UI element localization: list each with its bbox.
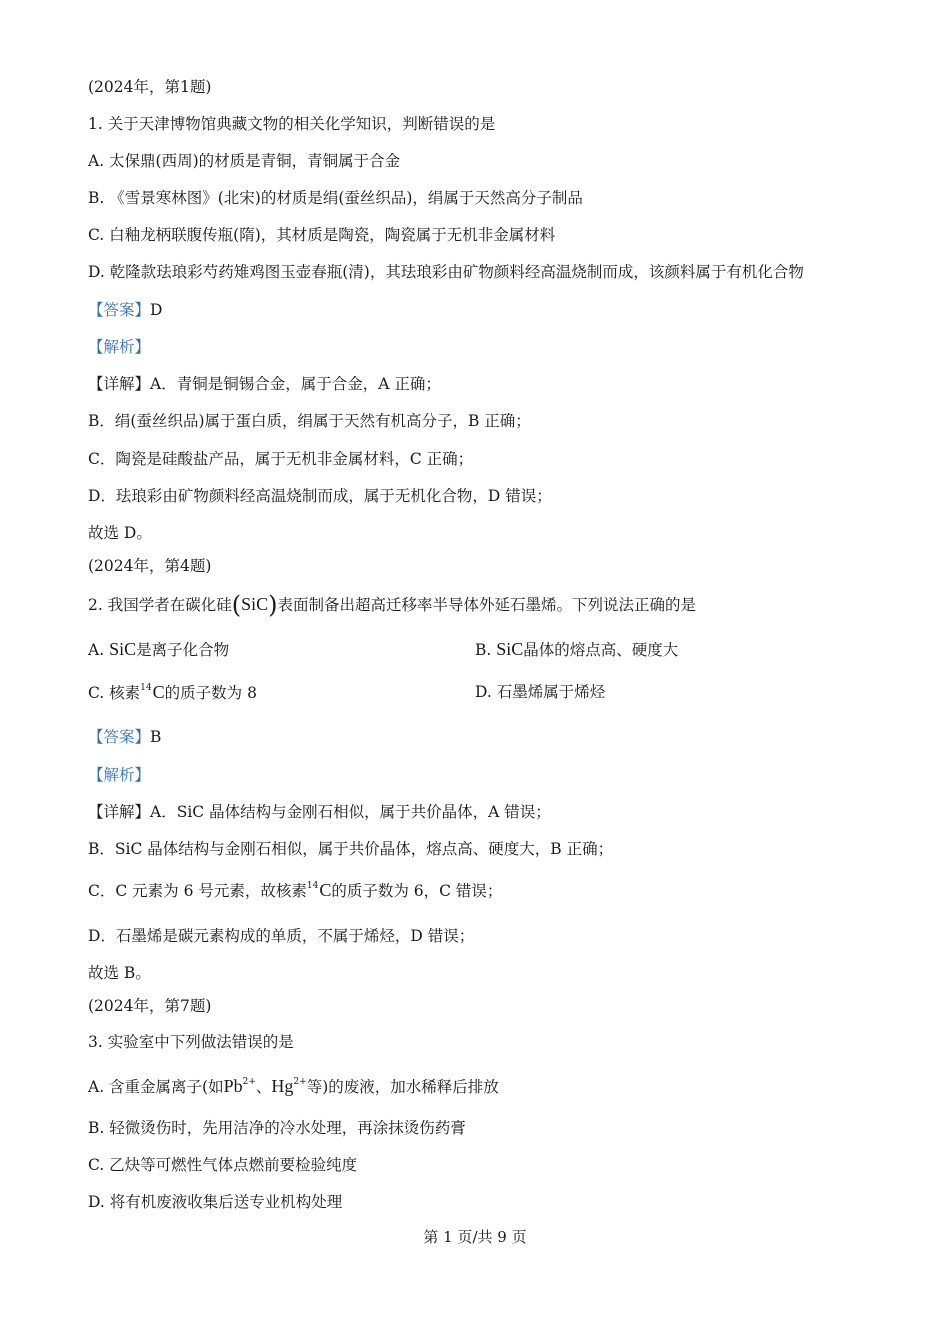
q3-option-d: D. 将有机废液收集后送专业机构处理 <box>88 1193 343 1211</box>
option-text: 晶体的熔点高、硬度大 <box>523 641 679 659</box>
stem-text: 2. 我国学者在碳化硅 <box>88 596 232 614</box>
ion-charge: 2+ <box>293 1077 307 1087</box>
detail-text: A．SiC 晶体结构与金刚石相似，属于共价晶体，A 错误； <box>150 803 551 821</box>
option-label: B. <box>475 641 497 659</box>
q1-answer <box>88 300 162 320</box>
detail-text: 的质子数为 6，C 错误； <box>331 882 503 900</box>
ion-charge: 2+ <box>242 1077 256 1087</box>
separator: 、 <box>255 1078 272 1096</box>
q3-option-b: B. 轻微烫伤时，先用洁净的冷水处理，再涂抹烫伤药膏 <box>88 1119 466 1137</box>
stem-text: 表面制备出超高迁移率半导体外延石墨烯。下列说法正确的是 <box>277 596 697 614</box>
q2-option-d: D. 石墨烯属于烯烃 <box>475 683 606 701</box>
answer-value: B <box>150 728 162 746</box>
q2-detail-2: B．SiC 晶体结构与金刚石相似，属于共价晶体，熔点高、硬度大，B 正确； <box>88 840 614 858</box>
detail-tag: 【详解】 <box>88 803 151 821</box>
sic-formula: SiC <box>109 639 137 659</box>
answer-value: D <box>150 301 163 319</box>
q1-conclusion: 故选 D。 <box>88 524 152 542</box>
option-text: 的质子数为 8 <box>164 684 257 702</box>
option-text: A. 含重金属离子(如 <box>88 1078 224 1096</box>
mass-number: 14 <box>140 683 152 693</box>
q2-detail-3 <box>88 880 502 904</box>
q2-stem: 2. 我国学者在碳化硅(SiC)表面制备出超高迁移率半导体外延石墨烯。下列说法正确的是 <box>88 591 697 619</box>
ion-symbol: Hg <box>271 1076 294 1096</box>
detail-tag: 【详解】 <box>88 375 151 393</box>
q1-detail-3: C．陶瓷是硅酸盐产品，属于无机非金属材料，C 正确； <box>88 450 474 468</box>
element-symbol: C <box>152 682 165 702</box>
q1-detail-4: D．珐琅彩由矿物颜料经高温烧制而成，属于无机化合物，D 错误； <box>88 487 552 505</box>
option-label: C. 核素 <box>88 684 141 702</box>
q2-analysis-tag: 【解析】 <box>88 766 151 784</box>
option-text: 是离子化合物 <box>136 641 230 659</box>
page-footer: 第 1 页/共 9 页 <box>423 1228 527 1246</box>
q1-detail-1 <box>88 374 441 394</box>
detail-text: A．青铜是铜锡合金，属于合金，A 正确； <box>150 375 441 393</box>
q2-source: (2024年，第4题) <box>88 557 212 575</box>
ion-symbol: Pb <box>223 1076 243 1096</box>
q3-option-a <box>88 1072 499 1097</box>
q1-option-a: A. 太保鼎(西周)的材质是青铜，青铜属于合金 <box>88 152 401 170</box>
q1-stem: 1. 关于天津博物馆典藏文物的相关化学知识，判断错误的是 <box>88 115 496 133</box>
q1-option-c: C. 白釉龙柄联腹传瓶(隋)，其材质是陶瓷，陶瓷属于无机非金属材料 <box>88 226 556 244</box>
q2-option-c <box>88 682 257 706</box>
q2-conclusion: 故选 B。 <box>88 964 151 982</box>
detail-text: C．C 元素为 6 号元素，故核素 <box>88 882 307 900</box>
option-text: 等)的废液，加水稀释后排放 <box>306 1078 499 1096</box>
q1-option-b: B. 《雪景寒林图》(北宋)的材质是绢(蚕丝织品)，绢属于天然高分子制品 <box>88 189 583 207</box>
element-symbol: C <box>319 880 332 900</box>
q3-source: (2024年，第7题) <box>88 997 212 1015</box>
q3-option-c: C. 乙炔等可燃性气体点燃前要检验纯度 <box>88 1156 358 1174</box>
answer-tag: 【答案】 <box>88 728 151 746</box>
sic-formula: SiC <box>241 594 269 614</box>
answer-tag: 【答案】 <box>88 301 151 319</box>
q2-option-a <box>88 639 229 660</box>
q2-detail-1 <box>88 802 551 822</box>
q2-answer <box>88 727 161 747</box>
q1-analysis-tag: 【解析】 <box>88 338 151 356</box>
mass-number: 14 <box>306 881 319 891</box>
q2-option-b <box>475 639 678 660</box>
q1-detail-2: B．绢(蚕丝织品)属于蛋白质，绢属于天然有机高分子，B 正确； <box>88 412 531 430</box>
q1-option-d: D. 乾隆款珐琅彩芍药雉鸡图玉壶春瓶(清)，其珐琅彩由矿物颜料经高温烧制而成，该颜料属于有机化合物 <box>88 263 804 281</box>
option-label: A. <box>88 641 110 659</box>
q2-detail-4: D．石墨烯是碳元素构成的单质，不属于烯烃，D 错误； <box>88 927 475 945</box>
q3-stem: 3. 实验室中下列做法错误的是 <box>88 1033 294 1051</box>
sic-formula: SiC <box>496 639 524 659</box>
q1-source: (2024年，第1题) <box>88 78 212 96</box>
